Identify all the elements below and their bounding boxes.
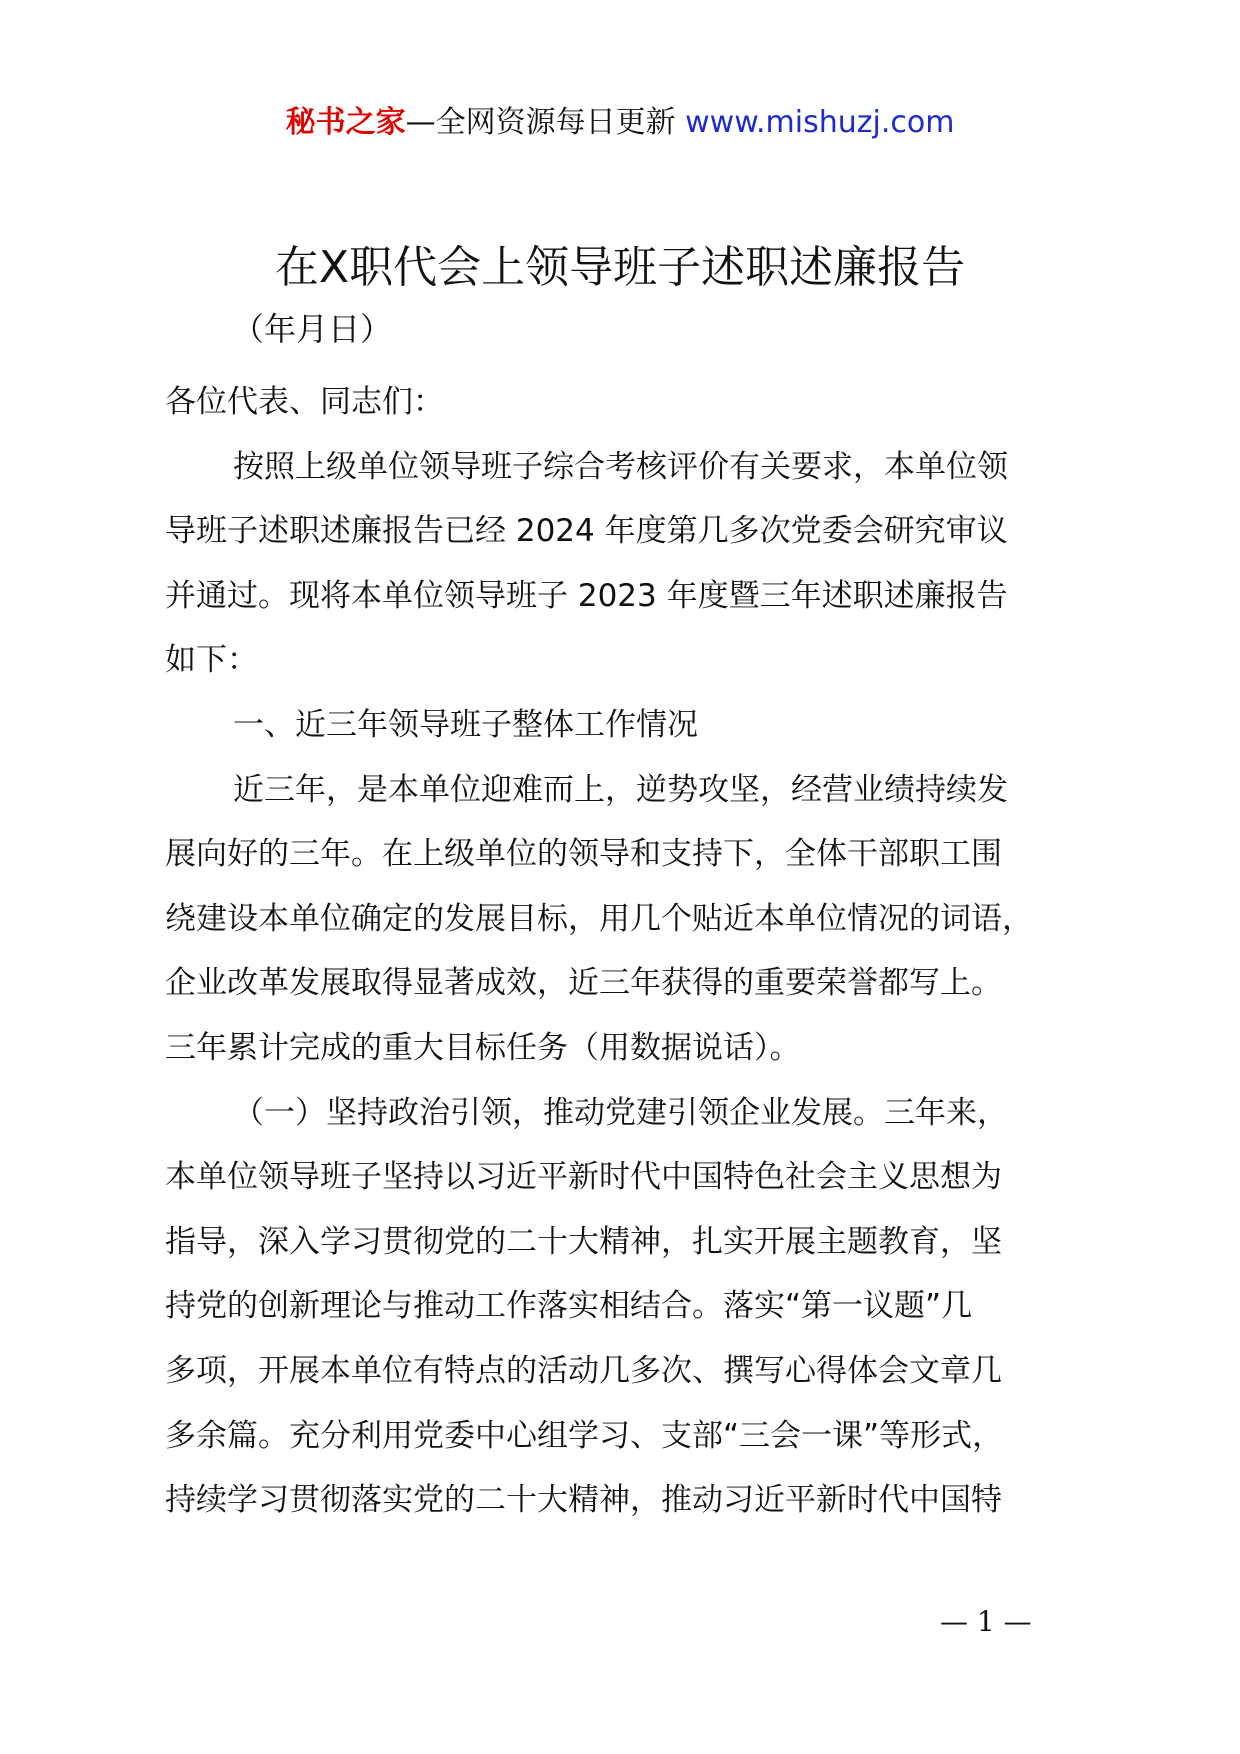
paragraph-line: 导班子述职述廉报告已经 2024 年度第几多次党委会研究审议	[165, 513, 1008, 550]
paragraph-line: 按照上级单位领导班子综合考核评价有关要求，本单位领	[233, 448, 1008, 485]
paragraph-line: 并通过。现将本单位领导班子 2023 年度暨三年述职述廉报告	[165, 577, 1008, 614]
document-title: 在X职代会上领导班子述职述廉报告	[274, 242, 966, 293]
paragraph-line: 绕建设本单位确定的发展目标，用几个贴近本单位情况的词语，	[165, 900, 1033, 937]
page-number: — 1 —	[940, 1605, 1032, 1638]
paragraph-line: 持党的创新理论与推动工作落实相结合。落实“第一议题”几	[165, 1288, 973, 1325]
paragraph-line: 本单位领导班子坚持以习近平新时代中国特色社会主义思想为	[165, 1159, 1002, 1196]
paragraph-line: 如下：	[165, 642, 258, 679]
paragraph-line: 企业改革发展取得显著成效，近三年获得的重要荣誉都写上。	[165, 965, 1002, 1002]
document-date: （年月日）	[232, 310, 393, 348]
site-brand: 秘书之家	[285, 105, 406, 140]
salutation: 各位代表、同志们：	[165, 384, 444, 420]
paragraph-line: 三年累计完成的重大目标任务（用数据说话）。	[165, 1029, 801, 1066]
site-tagline: —全网资源每日更新	[405, 105, 676, 140]
section-heading: 一、近三年领导班子整体工作情况	[233, 706, 698, 743]
paragraph-line: 近三年，是本单位迎难而上，逆势攻坚，经营业绩持续发	[233, 771, 1008, 808]
paragraph-line: 多余篇。充分利用党委中心组学习、支部“三会一课”等形式，	[165, 1417, 1004, 1454]
document-body	[165, 370, 1125, 1533]
paragraph-line: 持续学习贯彻落实党的二十大精神，推动习近平新时代中国特	[165, 1482, 1002, 1519]
paragraph-line: 指导，深入学习贯彻党的二十大精神，扎实开展主题教育，坚	[165, 1223, 1002, 1260]
paragraph-line: 展向好的三年。在上级单位的领导和支持下，全体干部职工围	[165, 836, 1002, 873]
site-header	[0, 100, 1240, 146]
paragraph-line: 多项，开展本单位有特点的活动几多次、撰写心得体会文章几	[165, 1352, 1002, 1389]
site-url-link[interactable]: www.mishuzj.com	[685, 105, 955, 140]
paragraph-line: （一）坚持政治引领，推动党建引领企业发展。三年来，	[233, 1094, 1008, 1131]
